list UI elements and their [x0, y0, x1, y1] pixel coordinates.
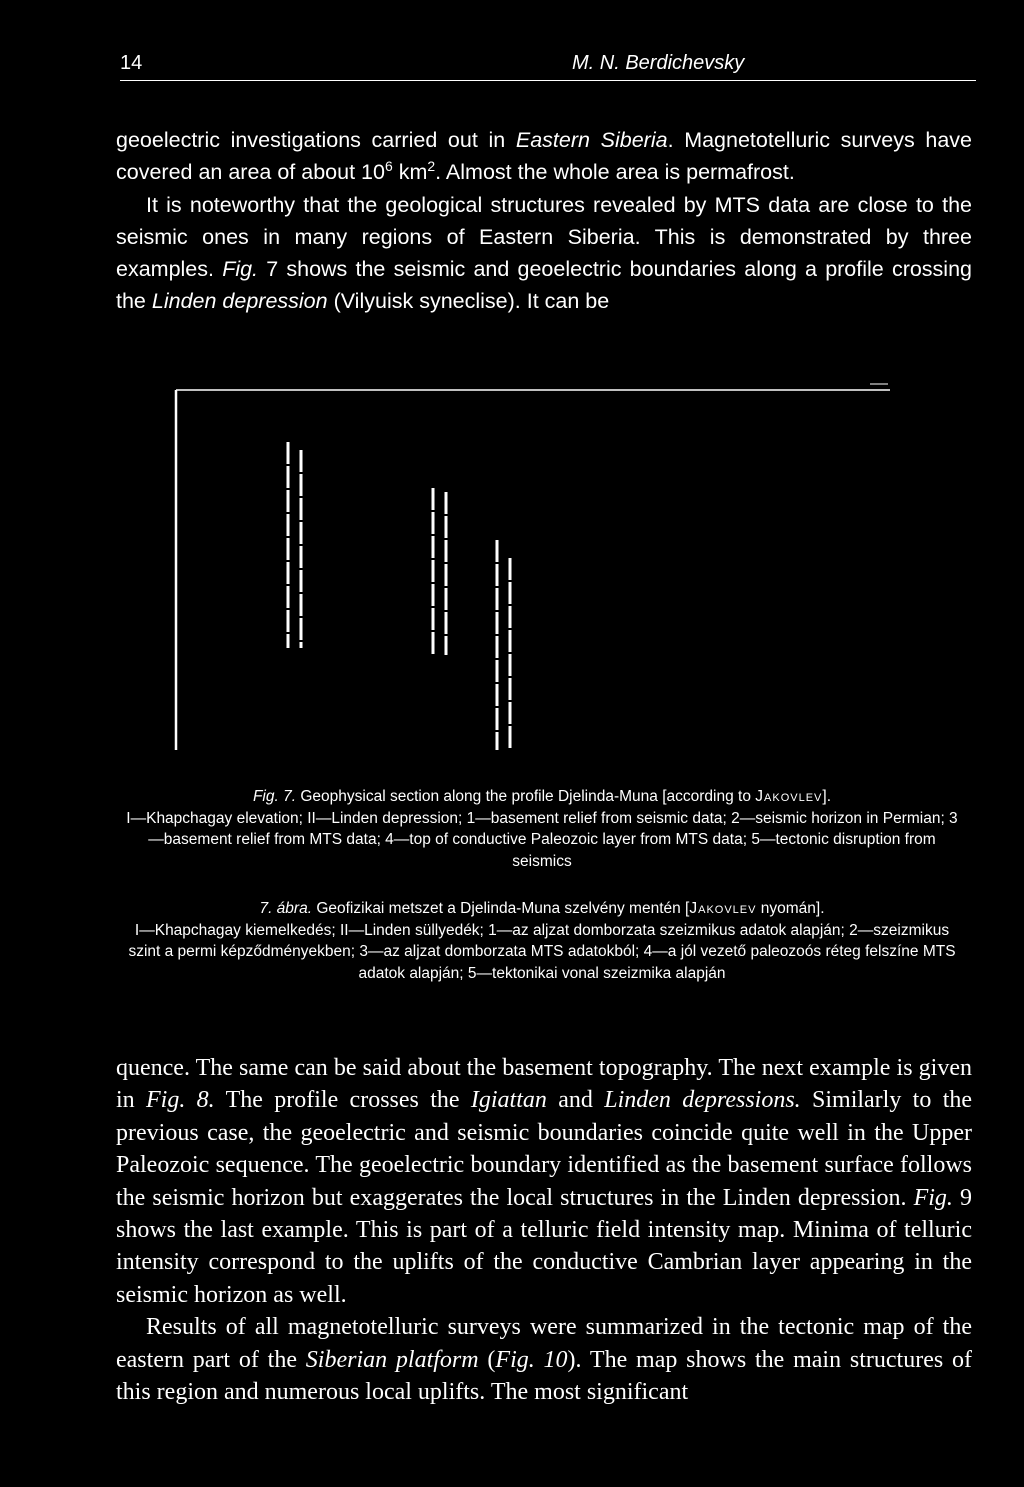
italic-term: Siberian platform [305, 1346, 479, 1373]
superscript: 2 [427, 158, 436, 175]
figure-caption-hu [122, 898, 962, 984]
caption-legend: I—Khapchagay elevation; II—Linden depression; 1—basement relief from seismic data; 2—seismic horizon in Permian; 3—basement relief from MTS data; 4—top of conductive Paleozoic layer from MTS data; 5—tectonic disruption from seismics [126, 809, 958, 870]
caption-label: 7. ábra. [259, 900, 313, 917]
caption-title: Fig. 7. Geophysical section along the profile Djelinda-Muna [according to Jakovlev]. [252, 788, 832, 805]
superscript: 6 [384, 158, 393, 175]
figure-caption-en [122, 786, 962, 872]
figure-7-section [170, 380, 890, 780]
italic-term: Linden depressions. [604, 1087, 801, 1114]
figure-reference[interactable]: Fig. [222, 257, 259, 282]
paragraph: geoelectric investigations carried out in Eastern Siberia. Magnetotelluric surveys have covered an area of about $10^6$ $km^2$. Almost the whole area is permafrost. [116, 128, 973, 185]
body-text-bottom [116, 1052, 972, 1408]
vertical-stroke-group-3 [497, 540, 510, 750]
running-author: M. N. Berdichevsky [572, 52, 745, 74]
figure-reference[interactable]: Fig. 8. [146, 1087, 215, 1114]
body-text-top [116, 124, 972, 318]
paragraph: Results of all magnetotelluric surveys were summarized in the tectonic map of the eastern part of the Siberian platform (Fig. 10). The map shows the main structures of this region and numerous local uplifts. The most significant [116, 1314, 972, 1406]
caption-legend: I—Khapchagay kiemelkedés; II—Linden süllyedék; 1—az aljzat domborzata szeizmikus adatok alapján; 2—szeizmikus szint a permi képződményekben; 3—az aljzat domborzata MTS adatokból; 4—a jól vezető paleozoós réteg felszíne MTS adatok alapján; 5—tektonikai vonal szeizmika alapján [128, 921, 956, 982]
caption-title: 7. ábra. Geofizikai metszet a Djelinda-Muna szelvény mentén [Jakovlev nyomán]. [259, 900, 825, 917]
paragraph: quence. The same can be said about the basement topography. The next example is given in Fig. 8. The profile crosses the Igiattan and Linden depressions. Similarly to the previous case, the geoelectric and seismic boundaries coincide quite well in the Upper Paleozoic sequence. The geoelectric boundary identified as the basement surface follows the seismic horizon but exaggerates the local structures in the Linden depression. Fig. 9 shows the last example. This is part of a telluric field intensity map. Minima of telluric intensity correspond to the uplifts of the conductive Cambrian layer appearing in the seismic horizon as well. [116, 1055, 973, 1308]
cited-author: Jakovlev [689, 900, 757, 917]
paragraph: It is noteworthy that the geological structures revealed by MTS data are close to the seismic ones in many regions of Eastern Siberia. This is demonstrated by three examples. Fig. 7 shows the seismic and geoelectric boundaries along a profile crossing the Linden depression (Vilyuisk syneclise). It can be [116, 192, 972, 314]
running-header [120, 50, 976, 81]
figure-reference[interactable]: Fig. 10 [495, 1346, 568, 1373]
page-number: 14 [120, 52, 143, 74]
vertical-stroke-group-1 [288, 442, 301, 648]
caption-label: Fig. 7. [252, 788, 297, 805]
italic-term: Eastern Siberia [515, 128, 668, 152]
italic-term: Igiattan [470, 1087, 547, 1114]
vertical-stroke-group-2 [433, 488, 446, 655]
italic-term: Linden depression [151, 289, 328, 314]
figure-reference[interactable]: Fig. [913, 1184, 953, 1211]
cited-author: Jakovlev [755, 788, 823, 805]
